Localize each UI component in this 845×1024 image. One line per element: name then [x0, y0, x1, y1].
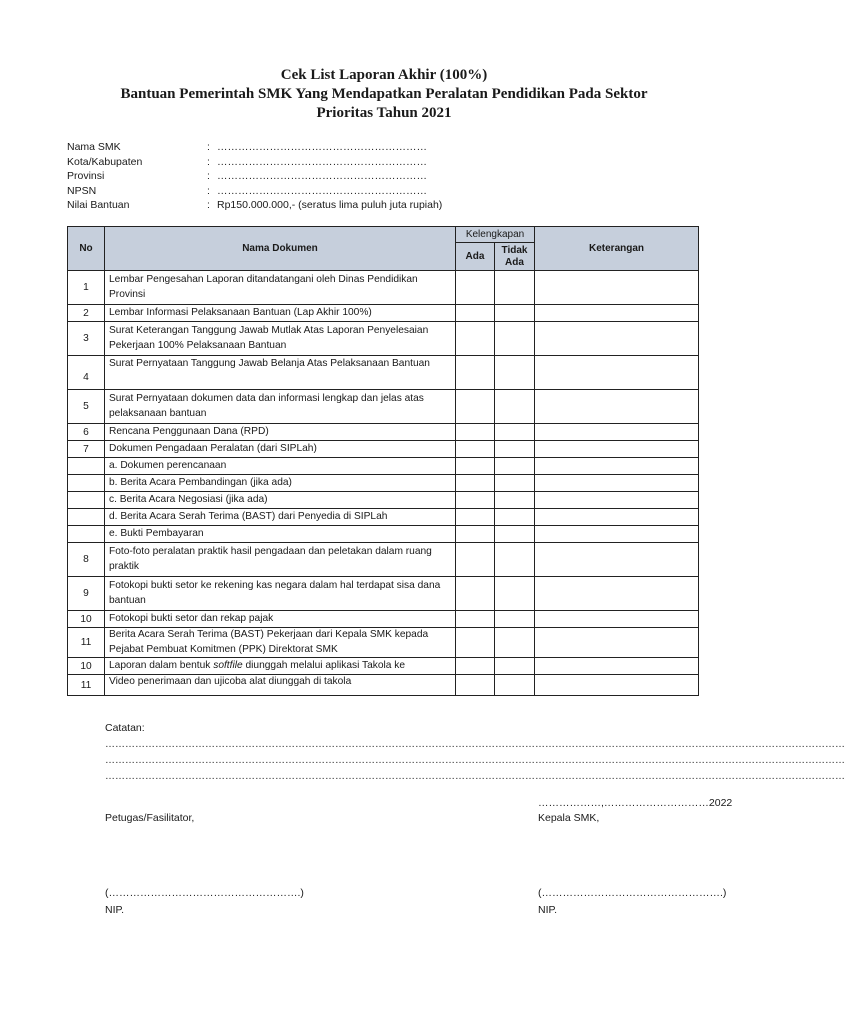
- tidak-ada-cell[interactable]: [495, 492, 535, 509]
- keterangan-cell[interactable]: [535, 675, 699, 696]
- document-subtitle-year: Prioritas Tahun 2021: [316, 105, 452, 121]
- row-number: [68, 509, 105, 526]
- row-number: [68, 475, 105, 492]
- document-name: Rencana Penggunaan Dana (RPD): [105, 424, 456, 441]
- ada-cell[interactable]: [456, 475, 495, 492]
- document-subtitle: Bantuan Pemerintah SMK Yang Mendapatkan Peralatan Pendidikan Pada Sektor: [120, 86, 648, 102]
- checklist-table: [67, 226, 699, 696]
- tidak-ada-cell[interactable]: [495, 305, 535, 322]
- info-colon: :: [207, 170, 210, 182]
- document-name: Fotokopi bukti setor ke rekening kas negara dalam hal terdapat sisa dana bantuan: [105, 577, 456, 611]
- ada-cell[interactable]: [456, 628, 495, 658]
- right-signer-name: (…………………………………………….): [538, 887, 727, 899]
- row-number: 6: [68, 424, 105, 441]
- header-no: No: [68, 227, 105, 271]
- document-name: Lembar Informasi Pelaksanaan Bantuan (Lap Akhir 100%): [105, 305, 456, 322]
- document-name: Surat Pernyataan Tanggung Jawab Belanja Atas Pelaksanaan Bantuan: [105, 356, 456, 390]
- document-name: Video penerimaan dan ujicoba alat diunggah di takola: [105, 675, 456, 696]
- table-row: [68, 271, 699, 305]
- document-name: Foto-foto peralatan praktik hasil pengadaan dan peletakan dalam ruang praktik: [105, 543, 456, 577]
- info-value: Rp150.000.000,- (seratus lima puluh juta rupiah): [217, 199, 443, 211]
- tidak-ada-cell[interactable]: [495, 543, 535, 577]
- header-nama-dokumen: Nama Dokumen: [105, 227, 456, 271]
- table-row: [68, 305, 699, 322]
- keterangan-cell[interactable]: [535, 543, 699, 577]
- tidak-ada-cell[interactable]: [495, 390, 535, 424]
- ada-cell[interactable]: [456, 577, 495, 611]
- document-name: Berita Acara Serah Terima (BAST) Pekerjaan dari Kepala SMK kepada Pejabat Pembuat Komitmen (PPK) Direktorat SMK: [105, 628, 456, 658]
- keterangan-cell[interactable]: [535, 577, 699, 611]
- left-signer-name: (……………………………………………….): [105, 887, 304, 899]
- ada-cell[interactable]: [456, 424, 495, 441]
- info-row-provinsi: [67, 169, 442, 184]
- tidak-ada-cell[interactable]: [495, 271, 535, 305]
- table-row: [68, 424, 699, 441]
- document-name: Lembar Pengesahan Laporan ditandatangani oleh Dinas Pendidikan Provinsi: [105, 271, 456, 305]
- info-label: Nama SMK: [67, 141, 121, 153]
- row-number: 11: [68, 628, 105, 658]
- document-name: b. Berita Acara Pembandingan (jika ada): [105, 475, 456, 492]
- table-row: [68, 611, 699, 628]
- document-name: [105, 658, 456, 675]
- info-colon: :: [207, 184, 210, 197]
- info-value: ……………………………………………………: [217, 184, 427, 197]
- left-signer-nip: NIP.: [105, 904, 125, 916]
- ada-cell[interactable]: [456, 305, 495, 322]
- document-name: e. Bukti Pembayaran: [105, 526, 456, 543]
- tidak-ada-cell[interactable]: [495, 475, 535, 492]
- notes-label: Catatan:: [105, 722, 145, 734]
- document-name: Dokumen Pengadaan Peralatan (dari SIPLah): [105, 441, 456, 458]
- notes-line[interactable]: ……………………………………………………………………………………………………………………………………………………………………………………………………: [105, 755, 845, 766]
- ada-cell[interactable]: [456, 611, 495, 628]
- info-row-nama-smk: [67, 140, 442, 155]
- info-value: ……………………………………………………: [217, 170, 427, 182]
- keterangan-cell[interactable]: [535, 441, 699, 458]
- table-row: [68, 441, 699, 458]
- keterangan-cell[interactable]: [535, 628, 699, 658]
- ada-cell[interactable]: [456, 675, 495, 696]
- row-number: 1: [68, 271, 105, 305]
- right-signer-title: Kepala SMK,: [538, 812, 600, 824]
- document-title: Cek List Laporan Akhir (100%): [280, 67, 488, 83]
- row-number: [68, 526, 105, 543]
- table-row: [68, 356, 699, 390]
- ada-cell[interactable]: [456, 526, 495, 543]
- notes-line[interactable]: ……………………………………………………………………………………………………………………………………………………………………………………………………: [105, 739, 845, 750]
- tidak-ada-cell[interactable]: [495, 458, 535, 475]
- document-name: Surat Keterangan Tanggung Jawab Mutlak Atas Laporan Penyelesaian Pekerjaan 100% Pelaksanaan Bantuan: [105, 322, 456, 356]
- row-number: [68, 492, 105, 509]
- ada-cell[interactable]: [456, 492, 495, 509]
- ada-cell[interactable]: [456, 509, 495, 526]
- info-value: ……………………………………………………: [217, 141, 427, 153]
- tidak-ada-cell[interactable]: [495, 509, 535, 526]
- table-row: [68, 543, 699, 577]
- tidak-ada-cell[interactable]: [495, 441, 535, 458]
- table-row: [68, 509, 699, 526]
- row-number: 9: [68, 577, 105, 611]
- info-label: Provinsi: [67, 170, 105, 182]
- keterangan-cell[interactable]: [535, 526, 699, 543]
- header-tidak-ada: Tidak Ada: [495, 243, 535, 271]
- document-name: a. Dokumen perencanaan: [105, 458, 456, 475]
- info-value: ……………………………………………………: [217, 155, 427, 168]
- keterangan-cell[interactable]: [535, 305, 699, 322]
- tidak-ada-cell[interactable]: [495, 526, 535, 543]
- info-label: Kota/Kabupaten: [67, 155, 143, 168]
- tidak-ada-cell[interactable]: [495, 356, 535, 390]
- row-number: 3: [68, 322, 105, 356]
- keterangan-cell[interactable]: [535, 424, 699, 441]
- ada-cell[interactable]: [456, 390, 495, 424]
- tidak-ada-cell[interactable]: [495, 675, 535, 696]
- tidak-ada-cell[interactable]: [495, 628, 535, 658]
- document-name: d. Berita Acara Serah Terima (BAST) dari Penyedia di SIPLah: [105, 509, 456, 526]
- keterangan-cell[interactable]: [535, 458, 699, 475]
- signature-date: ………………,…………………………2022: [538, 797, 733, 809]
- row-number: 7: [68, 441, 105, 458]
- info-colon: :: [207, 199, 210, 211]
- table-row: [68, 577, 699, 611]
- ada-cell[interactable]: [456, 543, 495, 577]
- table-row: [68, 492, 699, 509]
- document-name: Fotokopi bukti setor dan rekap pajak: [105, 611, 456, 628]
- info-label: NPSN: [67, 184, 97, 197]
- table-row: [68, 475, 699, 492]
- keterangan-cell[interactable]: [535, 271, 699, 305]
- right-signer-nip: NIP.: [538, 904, 558, 916]
- info-row-npsn: [67, 184, 442, 199]
- row-number: 11: [68, 675, 105, 696]
- doc-text-pre: Laporan dalam bentuk: [109, 659, 214, 671]
- keterangan-cell[interactable]: [535, 390, 699, 424]
- keterangan-cell[interactable]: [535, 356, 699, 390]
- ada-cell[interactable]: [456, 356, 495, 390]
- tidak-ada-cell[interactable]: [495, 322, 535, 356]
- row-number: 2: [68, 305, 105, 322]
- header-ada: Ada: [456, 243, 495, 271]
- tidak-ada-cell[interactable]: [495, 577, 535, 611]
- left-signer-title: Petugas/Fasilitator,: [105, 812, 195, 824]
- ada-cell[interactable]: [456, 658, 495, 675]
- table-row: [68, 526, 699, 543]
- row-number: 10: [68, 611, 105, 628]
- table-row: [68, 658, 699, 675]
- keterangan-cell[interactable]: [535, 611, 699, 628]
- ada-cell[interactable]: [456, 441, 495, 458]
- info-colon: :: [207, 141, 210, 153]
- notes-line[interactable]: ……………………………………………………………………………………………………………………………………………………………………………………………………: [105, 771, 845, 782]
- row-number: 5: [68, 390, 105, 424]
- ada-cell[interactable]: [456, 271, 495, 305]
- school-info: [67, 140, 442, 213]
- info-label: Nilai Bantuan: [67, 199, 130, 211]
- keterangan-cell[interactable]: [535, 475, 699, 492]
- table-row: [68, 628, 699, 658]
- document-name: c. Berita Acara Negosiasi (jika ada): [105, 492, 456, 509]
- table-row: [68, 458, 699, 475]
- table-row: [68, 322, 699, 356]
- tidak-ada-cell[interactable]: [495, 611, 535, 628]
- row-number: [68, 458, 105, 475]
- row-number: 8: [68, 543, 105, 577]
- row-number: 4: [68, 356, 105, 390]
- keterangan-cell[interactable]: [535, 322, 699, 356]
- keterangan-cell[interactable]: [535, 658, 699, 675]
- header-kelengkapan: Kelengkapan: [456, 227, 535, 243]
- ada-cell[interactable]: [456, 458, 495, 475]
- header-keterangan: Keterangan: [535, 227, 699, 271]
- info-colon: :: [207, 155, 210, 168]
- ada-cell[interactable]: [456, 322, 495, 356]
- table-row: [68, 675, 699, 696]
- info-row-nilai-bantuan: [67, 198, 442, 213]
- tidak-ada-cell[interactable]: [495, 658, 535, 675]
- keterangan-cell[interactable]: [535, 509, 699, 526]
- table-row: [68, 390, 699, 424]
- document-name: Surat Pernyataan dokumen data dan informasi lengkap dan jelas atas pelaksanaan bantuan: [105, 390, 456, 424]
- keterangan-cell[interactable]: [535, 492, 699, 509]
- tidak-ada-cell[interactable]: [495, 424, 535, 441]
- row-number: 10: [68, 658, 105, 675]
- doc-text-emphasis: softfile: [213, 659, 243, 671]
- info-row-kota: [67, 155, 442, 170]
- doc-text-post: diunggah melalui aplikasi Takola ke: [242, 659, 406, 671]
